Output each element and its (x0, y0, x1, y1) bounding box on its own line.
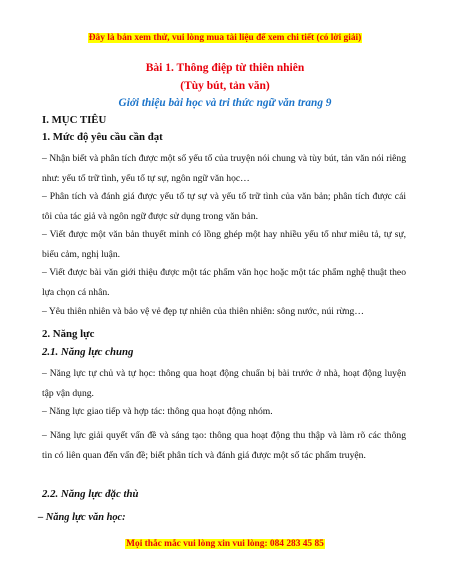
paragraph: – Nhận biết và phân tích được một số yếu tố của truyện nói chung và tùy bút, tản văn nói riêng như: yếu tố trữ tình, yếu tố tự sự, ngôn ngữ văn học… (42, 153, 406, 184)
lesson-title: Bài 1. Thông điệp từ thiên nhiên (145, 62, 305, 74)
contact-notice-text: Mọi thắc mắc vui lòng xin vui lòng: 084 283 45 85 (126, 539, 324, 549)
subsection-heading-requirements: 1. Mức độ yêu cầu cần đạt (42, 131, 163, 143)
paragraph: – Phân tích và đánh giá được yếu tố tự sự và yếu tố trữ tình của văn bản; phân tích được cái tôi của tác giả và ngôn ngữ được sử dụng trong văn bản. (42, 191, 406, 222)
subsection-heading-competencies: 2. Năng lực (42, 328, 95, 340)
paragraph: – Năng lực giải quyết vấn đề và sáng tạo: thông qua hoạt động thu thập và làm rõ các thông tin có liên quan đến vấn đề; biết phân tích và đánh giá được một số tác phẩm truyện. (42, 430, 406, 461)
preview-notice (0, 27, 450, 45)
section-heading-objectives: I. MỤC TIÊU (42, 114, 107, 126)
paragraph: – Viết được một văn bản thuyết minh có lồng ghép một hay nhiều yếu tố như miêu tả, tự sự, biểu cảm, nghị luận. (42, 229, 406, 260)
preview-notice-text: Đây là bản xem thử, vui lòng mua tài liệu để xem chi tiết (có lời giải) (88, 33, 362, 43)
contact-notice (0, 533, 450, 551)
paragraph-literary-competency: – Năng lực văn học: (38, 512, 126, 523)
paragraph: – Năng lực tự chủ và tự học: thông qua hoạt động chuẩn bị bài trước ở nhà, hoạt động luyện tập vận dụng. (42, 368, 406, 399)
lesson-genre: (Tùy bút, tản văn) (180, 80, 270, 92)
subsection-heading-specific: 2.2. Năng lực đặc thù (42, 488, 139, 500)
paragraph: – Yêu thiên nhiên và bảo vệ vẻ đẹp tự nhiên của thiên nhiên: sông nước, núi rừng… (42, 306, 364, 317)
lesson-subtitle: Giới thiệu bài học và tri thức ngữ văn trang 9 (118, 97, 332, 109)
paragraph: – Viết được bài văn giới thiệu được một tác phẩm văn học hoặc một tác phẩm nghệ thuật theo lựa chọn cá nhân. (42, 267, 406, 298)
subsection-heading-general: 2.1. Năng lực chung (42, 346, 134, 358)
paragraph: – Năng lực giao tiếp và hợp tác: thông qua hoạt động nhóm. (42, 406, 273, 417)
